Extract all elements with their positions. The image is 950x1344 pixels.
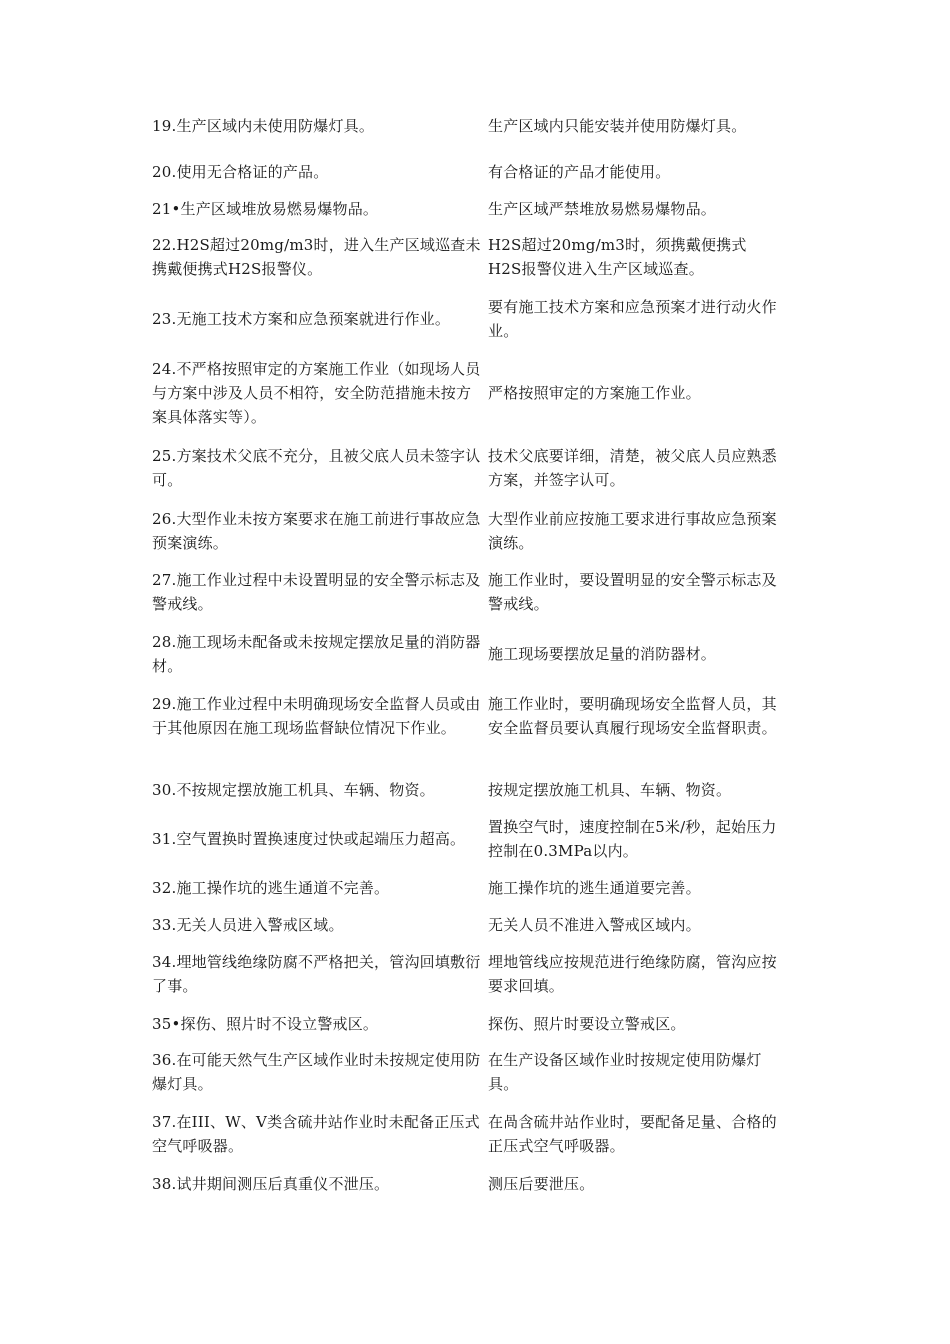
hazard-text: 26.大型作业未按方案要求在施工前进行事故应急预案演练。 xyxy=(152,510,481,552)
hazard-text: 35•探伤、照片时不设立警戒区。 xyxy=(152,1015,379,1033)
hazard-text: 19.生产区域内未使用防爆灯具。 xyxy=(152,117,375,135)
hazard-text: 37.在III、W、V类含硫井站作业时未配备正压式空气呼吸器。 xyxy=(152,1113,480,1155)
measure-text: 测压后要泄压。 xyxy=(488,1175,595,1193)
table-row xyxy=(152,1110,792,1158)
table-row xyxy=(152,1172,792,1196)
table-row xyxy=(152,950,792,998)
table-row xyxy=(152,1048,792,1096)
hazard-text: 31.空气置换时置换速度过快或起端压力超高。 xyxy=(152,830,466,848)
measure-text: 技术父底要详细，清楚，被父底人员应熟悉方案，并签字认可。 xyxy=(488,447,777,489)
measure-text: 按规定摆放施工机具、车辆、物资。 xyxy=(488,781,732,799)
measure-text: 埋地管线应按规范进行绝缘防腐，管沟应按要求回填。 xyxy=(488,953,777,995)
hazard-text: 25.方案技术父底不充分，且被父底人员未签字认可。 xyxy=(152,447,481,489)
measure-text: 施工现场要摆放足量的消防器材。 xyxy=(488,645,717,663)
hazard-text: 29.施工作业过程中未明确现场安全监督人员或由于其他原因在施工现场监督缺位情况下作业。 xyxy=(152,695,481,737)
table-row xyxy=(152,507,792,555)
hazard-text: 36.在可能天然气生产区域作业时未按规定使用防爆灯具。 xyxy=(152,1051,481,1093)
measure-text: H2S超过20mg/m3时，须携戴便携式H2S报警仪进入生产区域巡查。 xyxy=(488,236,747,278)
measure-text: 严格按照审定的方案施工作业。 xyxy=(488,384,701,402)
table-row xyxy=(152,630,792,678)
table-row xyxy=(152,692,792,740)
hazard-text: 28.施工现场未配备或未按规定摆放足量的消防器材。 xyxy=(152,633,481,675)
hazard-text: 33.无关人员进入警戒区域。 xyxy=(152,916,344,934)
measure-text: 生产区域内只能安装并使用防爆灯具。 xyxy=(488,117,747,135)
measure-text: 探伤、照片时要设立警戒区。 xyxy=(488,1015,686,1033)
table-row xyxy=(152,778,792,802)
table-row xyxy=(152,114,792,138)
measure-text: 有合格证的产品才能使用。 xyxy=(488,163,671,181)
table-row xyxy=(152,444,792,492)
measure-text: 在咼含硫井站作业时，要配备足量、合格的正压式空气呼吸器。 xyxy=(488,1113,777,1155)
hazard-text: 34.埋地管线绝缘防腐不严格把关，管沟回填敷衍了事。 xyxy=(152,953,481,995)
measure-text: 在生产设备区域作业时按规定使用防爆灯具。 xyxy=(488,1051,762,1093)
hazard-text: 21•生产区域堆放易燃易爆物品。 xyxy=(152,200,379,218)
hazard-text: 38.试井期间测压后真重仪不泄压。 xyxy=(152,1175,390,1193)
table-row xyxy=(152,197,792,221)
measure-text: 要有施工技术方案和应急预案才进行动火作业。 xyxy=(488,298,777,340)
table-row xyxy=(152,233,792,281)
table-row xyxy=(152,1012,792,1036)
table-row xyxy=(152,295,792,343)
hazard-text: 30.不按规定摆放施工机具、车辆、物资。 xyxy=(152,781,435,799)
measure-text: 大型作业前应按施工要求进行事故应急预案演练。 xyxy=(488,510,777,552)
table-row xyxy=(152,815,792,863)
hazard-text: 27.施工作业过程中未设置明显的安全警示标志及警戒线。 xyxy=(152,571,481,613)
measure-text: 施工作业时，要设置明显的安全警示标志及警戒线。 xyxy=(488,571,777,613)
measure-text: 施工操作坑的逃生通道要完善。 xyxy=(488,879,701,897)
hazard-text: 32.施工操作坑的逃生通道不完善。 xyxy=(152,879,390,897)
measure-text: 置换空气时，速度控制在5米/秒，起始压力控制在0.3MPa以内。 xyxy=(488,818,777,860)
hazard-text: 23.无施工技术方案和应急预案就进行作业。 xyxy=(152,310,451,328)
table-row xyxy=(152,160,792,184)
table-row xyxy=(152,568,792,616)
measure-text: 无关人员不准进入警戒区域内。 xyxy=(488,916,701,934)
measure-text: 施工作业时，要明确现场安全监督人员，其安全监督员要认真履行现场安全监督职责。 xyxy=(488,695,777,737)
table-row xyxy=(152,913,792,937)
hazard-text: 20.使用无合格证的产品。 xyxy=(152,163,329,181)
table-row xyxy=(152,876,792,900)
hazard-text: 24.不严格按照审定的方案施工作业（如现场人员与方案中涉及人员不相符，安全防范措施未按方案具体落实等）。 xyxy=(152,360,481,426)
hazard-text: 22.H2S超过20mg/m3时，进入生产区域巡查未携戴便携式H2S报警仪。 xyxy=(152,236,481,278)
measure-text: 生产区域严禁堆放易燃易爆物品。 xyxy=(488,200,717,218)
table-row xyxy=(152,357,792,429)
